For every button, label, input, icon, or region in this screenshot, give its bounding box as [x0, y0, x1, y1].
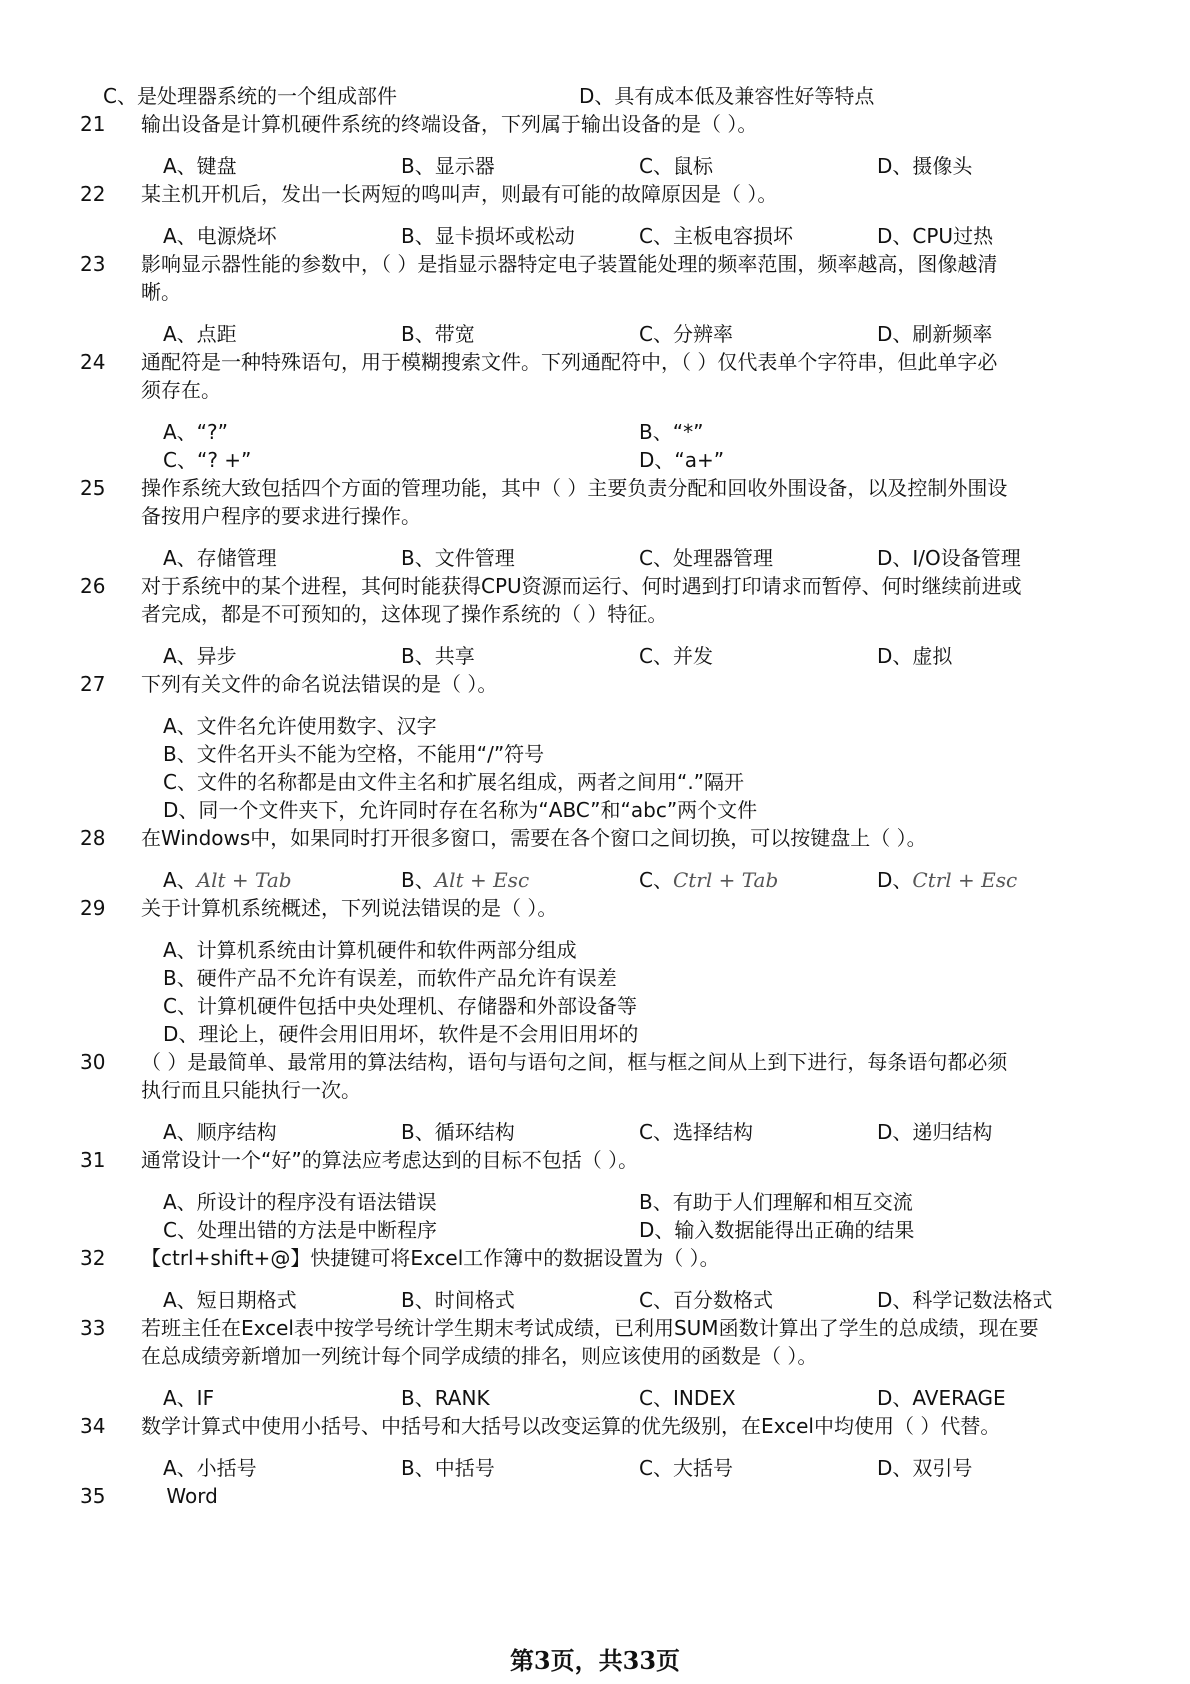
page-number-footer: 第3页，共33页 [509, 1646, 681, 1675]
question-number: 32 [80, 1246, 106, 1270]
question-text: 影响显示器性能的参数中，（ ）是指显示器特定电子装置能处理的频率范围，频率越高，图像越清 [141, 252, 998, 276]
option-c: C、并发 [639, 644, 713, 668]
option-a: A、键盘 [163, 154, 237, 178]
question-text-cont: 者完成，都是不可预知的，这体现了操作系统的（ ）特征。 [141, 602, 668, 626]
option-b: B、文件名开头不能为空格，不能用“/”符号 [163, 742, 545, 766]
option-a: A、IF [163, 1386, 215, 1410]
question-text-cont: 备按用户程序的要求进行操作。 [141, 504, 421, 528]
option-a: A、顺序结构 [163, 1120, 277, 1144]
option-c: C、选择结构 [639, 1120, 753, 1144]
question-text-cont: 须存在。 [141, 378, 221, 402]
option-c: C、分辨率 [639, 322, 733, 346]
option-b: B、显示器 [401, 154, 495, 178]
question-text: 关于计算机系统概述，下列说法错误的是（ ）。 [141, 896, 558, 920]
option-b: B、共享 [401, 644, 475, 668]
question-text: 数学计算式中使用小括号、中括号和大括号以改变运算的优先级别，在Excel中均使用（ ）代替。 [141, 1414, 1001, 1438]
option-b [401, 868, 529, 892]
question-text-cont: 执行而且只能执行一次。 [141, 1078, 361, 1102]
question-number: 24 [80, 350, 106, 374]
option-b-prefix: B、 [401, 868, 435, 892]
option-a: A、短日期格式 [163, 1288, 297, 1312]
option-a-formula: Alt + Tab [196, 868, 292, 892]
option-d-prefix: D、 [877, 868, 913, 892]
option-d: D、摄像头 [877, 154, 973, 178]
option-d: D、科学记数法格式 [877, 1288, 1053, 1312]
option-c: C、大括号 [639, 1456, 733, 1480]
option-b: B、带宽 [401, 322, 475, 346]
question-number: 34 [80, 1414, 106, 1438]
option-c [639, 868, 778, 892]
option-a: A、存储管理 [163, 546, 277, 570]
question-text: 【ctrl+shift+@】快捷键可将Excel工作簿中的数据设置为（ ）。 [141, 1246, 720, 1270]
option-d: D、输入数据能得出正确的结果 [639, 1218, 915, 1242]
option-c-formula: Ctrl + Tab [672, 868, 779, 892]
question-text: 通配符是一种特殊语句，用于模糊搜索文件。下列通配符中，（ ）仅代表单个字符串，但此单字必 [141, 350, 998, 374]
question-number: 29 [80, 896, 106, 920]
option-c: C、处理出错的方法是中断程序 [163, 1218, 437, 1242]
option-d: D、I/O设备管理 [877, 546, 1021, 570]
question-text: 对于系统中的某个进程，其何时能获得CPU资源而运行、何时遇到打印请求而暂停、何时继续前进或 [141, 574, 1022, 598]
question-number: 35 [80, 1484, 106, 1508]
option-a: A、“?” [163, 420, 229, 444]
option-c: C、INDEX [639, 1386, 736, 1410]
question-text: 若班主任在Excel表中按学号统计学生期末考试成绩，已利用SUM函数计算出了学生的总成绩，现在要 [141, 1316, 1039, 1340]
question-text: 在Windows中，如果同时打开很多窗口，需要在各个窗口之间切换，可以按键盘上（ ）。 [141, 826, 927, 850]
option-b: B、硬件产品不允许有误差，而软件产品允许有误差 [163, 966, 617, 990]
option-a: A、小括号 [163, 1456, 257, 1480]
lead-option-c: C、是处理器系统的一个组成部件 [103, 84, 397, 108]
option-b: B、RANK [401, 1386, 490, 1410]
option-b: B、中括号 [401, 1456, 495, 1480]
option-d: D、理论上，硬件会用旧用坏，软件是不会用旧用坏的 [163, 1022, 639, 1046]
option-d [877, 868, 1017, 892]
question-number: 33 [80, 1316, 106, 1340]
option-c: C、文件的名称都是由文件主名和扩展名组成，两者之间用“.”隔开 [163, 770, 745, 794]
option-c: C、处理器管理 [639, 546, 773, 570]
question-number: 25 [80, 476, 106, 500]
question-text: 下列有关文件的命名说法错误的是（ ）。 [141, 672, 498, 696]
question-text: 输出设备是计算机硬件系统的终端设备，下列属于输出设备的是（ ）。 [141, 112, 758, 136]
option-c: C、计算机硬件包括中央处理机、存储器和外部设备等 [163, 994, 637, 1018]
question-text: 通常设计一个“好”的算法应考虑达到的目标不包括（ ）。 [141, 1148, 639, 1172]
option-a: A、异步 [163, 644, 237, 668]
question-number: 22 [80, 182, 106, 206]
option-d: D、AVERAGE [877, 1386, 1006, 1410]
option-d: D、同一个文件夹下，允许同时存在名称为“ABC”和“abc”两个文件 [163, 798, 758, 822]
lead-option-d: D、具有成本低及兼容性好等特点 [579, 84, 875, 108]
option-b: B、“*” [639, 420, 704, 444]
question-text: 某主机开机后，发出一长两短的鸣叫声，则最有可能的故障原因是（ ）。 [141, 182, 778, 206]
option-c: C、“? +” [163, 448, 252, 472]
option-b: B、显卡损坏或松动 [401, 224, 575, 248]
question-text-cont: 在总成绩旁新增加一列统计每个同学成绩的排名，则应该使用的函数是（ ）。 [141, 1344, 818, 1368]
question-text: Word [141, 1484, 218, 1508]
option-d: D、刷新频率 [877, 322, 993, 346]
question-number: 26 [80, 574, 106, 598]
question-number: 30 [80, 1050, 106, 1074]
option-d: D、递归结构 [877, 1120, 993, 1144]
option-c-prefix: C、 [639, 868, 673, 892]
question-number: 31 [80, 1148, 106, 1172]
option-a: A、点距 [163, 322, 237, 346]
option-b: B、有助于人们理解和相互交流 [639, 1190, 913, 1214]
question-text-cont: 晰。 [141, 280, 181, 304]
option-d: D、CPU过热 [877, 224, 994, 248]
option-c: C、鼠标 [639, 154, 713, 178]
option-d: D、“a+” [639, 448, 725, 472]
option-d-formula: Ctrl + Esc [912, 868, 1018, 892]
question-number: 27 [80, 672, 106, 696]
question-number: 23 [80, 252, 106, 276]
option-b: B、文件管理 [401, 546, 515, 570]
option-b-formula: Alt + Esc [434, 868, 530, 892]
question-text: （ ）是最简单、最常用的算法结构，语句与语句之间，框与框之间从上到下进行，每条语句都必须 [141, 1050, 1008, 1074]
question-number: 21 [80, 112, 106, 136]
option-d: D、双引号 [877, 1456, 973, 1480]
option-a: A、计算机系统由计算机硬件和软件两部分组成 [163, 938, 577, 962]
option-a-prefix: A、 [163, 868, 197, 892]
option-a: A、文件名允许使用数字、汉字 [163, 714, 437, 738]
option-a: A、所设计的程序没有语法错误 [163, 1190, 437, 1214]
option-d: D、虚拟 [877, 644, 953, 668]
option-b: B、循环结构 [401, 1120, 515, 1144]
option-b: B、时间格式 [401, 1288, 515, 1312]
question-text: 操作系统大致包括四个方面的管理功能，其中（ ）主要负责分配和回收外围设备，以及控制外围设 [141, 476, 1008, 500]
option-c: C、主板电容损坏 [639, 224, 793, 248]
option-c: C、百分数格式 [639, 1288, 773, 1312]
option-a [163, 868, 292, 892]
question-number: 28 [80, 826, 106, 850]
option-a: A、电源烧坏 [163, 224, 277, 248]
